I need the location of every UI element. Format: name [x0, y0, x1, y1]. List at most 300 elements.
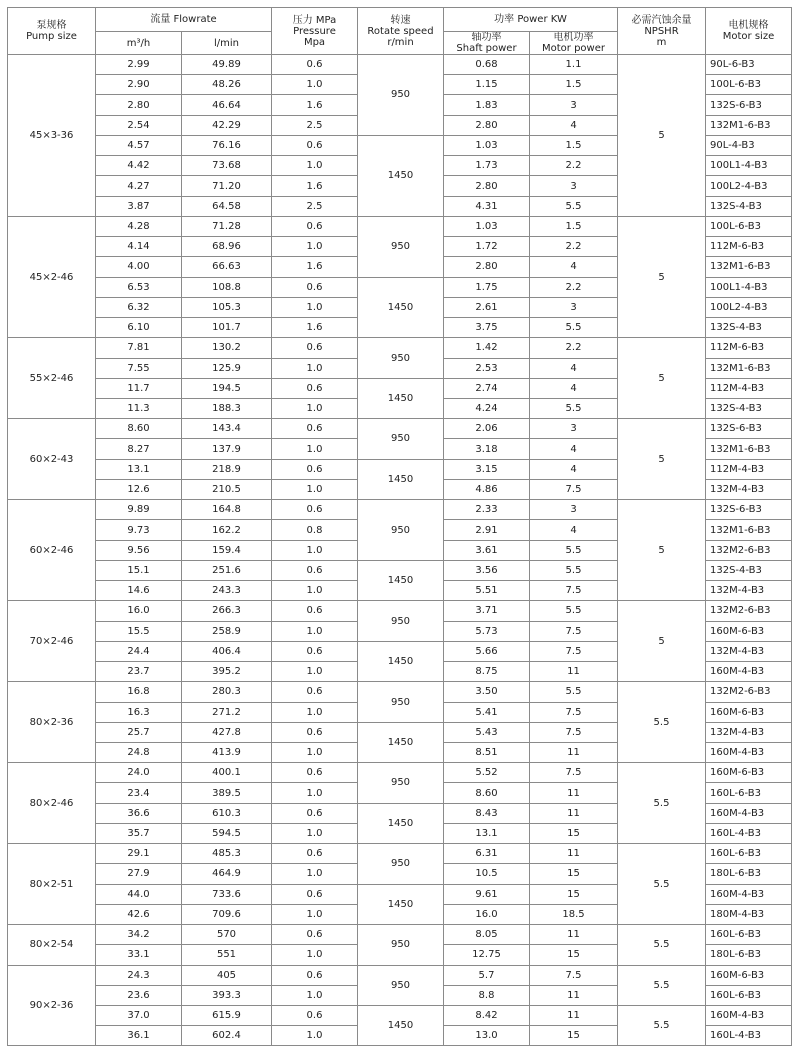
motor-power-cell: 11 — [530, 1006, 618, 1026]
motor-size-cell: 132M-4-B3 — [706, 722, 792, 742]
header-pressure: 压力 MPa Pressure Mpa — [272, 8, 358, 55]
flow-m3h-cell: 2.80 — [96, 95, 182, 115]
shaft-power-cell: 2.74 — [444, 378, 530, 398]
flow-lmin-cell: 610.3 — [182, 803, 272, 823]
flow-m3h-cell: 15.1 — [96, 560, 182, 580]
pump-size-cell: 80×2-51 — [8, 844, 96, 925]
flow-lmin-cell: 108.8 — [182, 277, 272, 297]
pressure-cell: 0.6 — [272, 135, 358, 155]
pressure-cell: 0.6 — [272, 763, 358, 783]
shaft-power-cell: 2.80 — [444, 257, 530, 277]
motor-size-cell: 160M-4-B3 — [706, 1006, 792, 1026]
motor-power-cell: 7.5 — [530, 641, 618, 661]
shaft-power-cell: 4.24 — [444, 398, 530, 418]
motor-size-cell: 132M2-6-B3 — [706, 682, 792, 702]
shaft-power-cell: 1.72 — [444, 237, 530, 257]
npshr-cell: 5 — [618, 55, 706, 217]
pump-size-cell: 55×2-46 — [8, 338, 96, 419]
motor-power-cell: 1.5 — [530, 75, 618, 95]
shaft-power-cell: 3.18 — [444, 439, 530, 459]
motor-power-cell: 5.5 — [530, 318, 618, 338]
shaft-power-cell: 2.91 — [444, 520, 530, 540]
flow-lmin-cell: 42.29 — [182, 115, 272, 135]
motor-power-cell: 3 — [530, 500, 618, 520]
table-row — [8, 965, 792, 985]
flow-m3h-cell: 4.42 — [96, 156, 182, 176]
flow-lmin-cell: 427.8 — [182, 722, 272, 742]
shaft-power-cell: 8.43 — [444, 803, 530, 823]
motor-size-cell: 160M-4-B3 — [706, 884, 792, 904]
motor-size-cell: 132M2-6-B3 — [706, 601, 792, 621]
flow-m3h-cell: 6.32 — [96, 297, 182, 317]
flow-m3h-cell: 16.0 — [96, 601, 182, 621]
flow-lmin-cell: 709.6 — [182, 904, 272, 924]
pressure-cell: 1.0 — [272, 945, 358, 965]
flow-m3h-cell: 8.60 — [96, 419, 182, 439]
flow-lmin-cell: 405 — [182, 965, 272, 985]
shaft-power-cell: 2.06 — [444, 419, 530, 439]
shaft-power-cell: 5.51 — [444, 581, 530, 601]
table-row — [8, 419, 792, 439]
motor-power-cell: 11 — [530, 803, 618, 823]
pump-size-cell: 60×2-43 — [8, 419, 96, 500]
rotate-speed-cell: 950 — [358, 601, 444, 641]
flow-lmin-cell: 594.5 — [182, 823, 272, 843]
flow-m3h-cell: 13.1 — [96, 459, 182, 479]
motor-power-cell: 3 — [530, 95, 618, 115]
pressure-cell: 2.5 — [272, 196, 358, 216]
table-row — [8, 216, 792, 236]
motor-size-cell: 132M1-6-B3 — [706, 358, 792, 378]
rotate-speed-cell: 950 — [358, 763, 444, 803]
flow-lmin-cell: 66.63 — [182, 257, 272, 277]
header-flowrate: 流量 Flowrate — [96, 8, 272, 32]
pressure-cell: 0.6 — [272, 965, 358, 985]
flow-m3h-cell: 42.6 — [96, 904, 182, 924]
pressure-cell: 1.0 — [272, 985, 358, 1005]
pressure-cell: 1.0 — [272, 783, 358, 803]
table-row — [8, 338, 792, 358]
flow-m3h-cell: 4.27 — [96, 176, 182, 196]
pressure-cell: 1.0 — [272, 297, 358, 317]
flow-lmin-cell: 137.9 — [182, 439, 272, 459]
flow-lmin-cell: 162.2 — [182, 520, 272, 540]
shaft-power-cell: 3.50 — [444, 682, 530, 702]
motor-power-cell: 15 — [530, 1026, 618, 1046]
npshr-cell: 5 — [618, 601, 706, 682]
pump-spec-sheet — [7, 7, 792, 1046]
motor-power-cell: 7.5 — [530, 722, 618, 742]
flow-m3h-cell: 2.99 — [96, 55, 182, 75]
flow-lmin-cell: 551 — [182, 945, 272, 965]
motor-size-cell: 160L-4-B3 — [706, 823, 792, 843]
flow-lmin-cell: 258.9 — [182, 621, 272, 641]
flow-lmin-cell: 400.1 — [182, 763, 272, 783]
shaft-power-cell: 12.75 — [444, 945, 530, 965]
motor-power-cell: 4 — [530, 378, 618, 398]
motor-size-cell: 100L1-4-B3 — [706, 277, 792, 297]
pressure-cell: 1.6 — [272, 257, 358, 277]
shaft-power-cell: 5.66 — [444, 641, 530, 661]
flow-m3h-cell: 23.4 — [96, 783, 182, 803]
motor-size-cell: 160M-4-B3 — [706, 662, 792, 682]
pressure-cell: 0.6 — [272, 459, 358, 479]
flow-m3h-cell: 14.6 — [96, 581, 182, 601]
motor-power-cell: 7.5 — [530, 702, 618, 722]
flow-m3h-cell: 2.54 — [96, 115, 182, 135]
shaft-power-cell: 2.61 — [444, 297, 530, 317]
motor-size-cell: 112M-6-B3 — [706, 237, 792, 257]
pressure-cell: 1.0 — [272, 156, 358, 176]
pump-size-cell: 80×2-46 — [8, 763, 96, 844]
flow-m3h-cell: 4.14 — [96, 237, 182, 257]
motor-power-cell: 4 — [530, 115, 618, 135]
flow-m3h-cell: 36.1 — [96, 1026, 182, 1046]
flow-lmin-cell: 101.7 — [182, 318, 272, 338]
header-shaft-power: 轴功率 Shaft power — [444, 32, 530, 55]
shaft-power-cell: 1.83 — [444, 95, 530, 115]
pump-spec-table — [7, 7, 792, 1046]
table-row — [8, 682, 792, 702]
flow-lmin-cell: 125.9 — [182, 358, 272, 378]
flow-lmin-cell: 159.4 — [182, 540, 272, 560]
shaft-power-cell: 4.31 — [444, 196, 530, 216]
flow-lmin-cell: 143.4 — [182, 419, 272, 439]
pressure-cell: 1.0 — [272, 540, 358, 560]
motor-size-cell: 132S-4-B3 — [706, 318, 792, 338]
motor-power-cell: 11 — [530, 742, 618, 762]
shaft-power-cell: 0.68 — [444, 55, 530, 75]
motor-power-cell: 4 — [530, 358, 618, 378]
motor-power-cell: 5.5 — [530, 196, 618, 216]
pressure-cell: 1.0 — [272, 479, 358, 499]
flow-m3h-cell: 23.6 — [96, 985, 182, 1005]
motor-size-cell: 160L-6-B3 — [706, 844, 792, 864]
flow-m3h-cell: 9.89 — [96, 500, 182, 520]
shaft-power-cell: 5.43 — [444, 722, 530, 742]
flow-lmin-cell: 73.68 — [182, 156, 272, 176]
shaft-power-cell: 2.80 — [444, 115, 530, 135]
motor-power-cell: 15 — [530, 864, 618, 884]
flow-lmin-cell: 485.3 — [182, 844, 272, 864]
flow-lmin-cell: 266.3 — [182, 601, 272, 621]
motor-size-cell: 112M-6-B3 — [706, 338, 792, 358]
motor-size-cell: 132M1-6-B3 — [706, 115, 792, 135]
shaft-power-cell: 3.15 — [444, 459, 530, 479]
pressure-cell: 0.6 — [272, 844, 358, 864]
rotate-speed-cell: 950 — [358, 55, 444, 136]
motor-power-cell: 3 — [530, 176, 618, 196]
rotate-speed-cell: 1450 — [358, 135, 444, 216]
rotate-speed-cell: 950 — [358, 338, 444, 378]
shaft-power-cell: 8.51 — [444, 742, 530, 762]
pressure-cell: 0.6 — [272, 277, 358, 297]
pressure-cell: 1.0 — [272, 904, 358, 924]
motor-power-cell: 15 — [530, 884, 618, 904]
rotate-speed-cell: 1450 — [358, 722, 444, 762]
shaft-power-cell: 8.60 — [444, 783, 530, 803]
pump-size-cell: 80×2-36 — [8, 682, 96, 763]
rotate-speed-cell: 1450 — [358, 560, 444, 600]
shaft-power-cell: 2.80 — [444, 176, 530, 196]
table-row — [8, 763, 792, 783]
motor-power-cell: 3 — [530, 297, 618, 317]
table-row — [8, 601, 792, 621]
header-rotate-speed: 转速 Rotate speed r/min — [358, 8, 444, 55]
flow-lmin-cell: 389.5 — [182, 783, 272, 803]
npshr-cell: 5 — [618, 500, 706, 601]
flow-m3h-cell: 24.4 — [96, 641, 182, 661]
motor-power-cell: 7.5 — [530, 621, 618, 641]
motor-power-cell: 7.5 — [530, 581, 618, 601]
pressure-cell: 0.8 — [272, 520, 358, 540]
shaft-power-cell: 5.73 — [444, 621, 530, 641]
flow-lmin-cell: 464.9 — [182, 864, 272, 884]
shaft-power-cell: 16.0 — [444, 904, 530, 924]
motor-size-cell: 180L-6-B3 — [706, 864, 792, 884]
pump-size-cell: 45×3-36 — [8, 55, 96, 217]
rotate-speed-cell: 1450 — [358, 378, 444, 418]
flow-lmin-cell: 194.5 — [182, 378, 272, 398]
flow-m3h-cell: 24.8 — [96, 742, 182, 762]
rotate-speed-cell: 1450 — [358, 277, 444, 338]
motor-power-cell: 2.2 — [530, 277, 618, 297]
motor-size-cell: 160M-4-B3 — [706, 803, 792, 823]
motor-power-cell: 15 — [530, 823, 618, 843]
shaft-power-cell: 1.15 — [444, 75, 530, 95]
motor-size-cell: 132S-4-B3 — [706, 560, 792, 580]
flow-lmin-cell: 105.3 — [182, 297, 272, 317]
motor-power-cell: 5.5 — [530, 560, 618, 580]
shaft-power-cell: 5.52 — [444, 763, 530, 783]
flow-lmin-cell: 413.9 — [182, 742, 272, 762]
flow-m3h-cell: 3.87 — [96, 196, 182, 216]
motor-power-cell: 7.5 — [530, 965, 618, 985]
rotate-speed-cell: 1450 — [358, 641, 444, 681]
pressure-cell: 0.6 — [272, 1006, 358, 1026]
flow-m3h-cell: 15.5 — [96, 621, 182, 641]
rotate-speed-cell: 950 — [358, 500, 444, 561]
rotate-speed-cell: 950 — [358, 844, 444, 884]
flow-lmin-cell: 280.3 — [182, 682, 272, 702]
pressure-cell: 1.0 — [272, 742, 358, 762]
pump-size-cell: 45×2-46 — [8, 216, 96, 337]
flow-m3h-cell: 16.3 — [96, 702, 182, 722]
header-npshr: 必需汽蚀余量 NPSHR m — [618, 8, 706, 55]
flow-lmin-cell: 76.16 — [182, 135, 272, 155]
motor-size-cell: 160M-6-B3 — [706, 621, 792, 641]
flow-m3h-cell: 23.7 — [96, 662, 182, 682]
pump-size-cell: 70×2-46 — [8, 601, 96, 682]
rotate-speed-cell: 1450 — [358, 459, 444, 499]
flow-m3h-cell: 4.57 — [96, 135, 182, 155]
motor-size-cell: 160L-6-B3 — [706, 985, 792, 1005]
flow-m3h-cell: 7.81 — [96, 338, 182, 358]
header-flow-lmin: l/min — [182, 32, 272, 55]
pump-size-cell: 90×2-36 — [8, 965, 96, 1046]
flow-lmin-cell: 68.96 — [182, 237, 272, 257]
spec-table-body — [8, 55, 792, 1046]
npshr-cell: 5 — [618, 338, 706, 419]
table-row — [8, 925, 792, 945]
motor-power-cell: 4 — [530, 439, 618, 459]
motor-size-cell: 160L-6-B3 — [706, 783, 792, 803]
motor-power-cell: 4 — [530, 520, 618, 540]
shaft-power-cell: 4.86 — [444, 479, 530, 499]
motor-power-cell: 5.5 — [530, 601, 618, 621]
motor-size-cell: 160M-6-B3 — [706, 702, 792, 722]
flow-lmin-cell: 46.64 — [182, 95, 272, 115]
pressure-cell: 1.6 — [272, 176, 358, 196]
motor-size-cell: 160L-6-B3 — [706, 925, 792, 945]
rotate-speed-cell: 950 — [358, 216, 444, 277]
flow-m3h-cell: 25.7 — [96, 722, 182, 742]
pressure-cell: 1.6 — [272, 95, 358, 115]
flow-m3h-cell: 6.10 — [96, 318, 182, 338]
pressure-cell: 1.0 — [272, 864, 358, 884]
shaft-power-cell: 8.42 — [444, 1006, 530, 1026]
rotate-speed-cell: 950 — [358, 419, 444, 459]
table-row — [8, 844, 792, 864]
rotate-speed-cell: 1450 — [358, 803, 444, 843]
flow-m3h-cell: 35.7 — [96, 823, 182, 843]
rotate-speed-cell: 1450 — [358, 1006, 444, 1046]
motor-power-cell: 3 — [530, 419, 618, 439]
shaft-power-cell: 5.7 — [444, 965, 530, 985]
shaft-power-cell: 3.56 — [444, 560, 530, 580]
shaft-power-cell: 8.8 — [444, 985, 530, 1005]
flow-lmin-cell: 164.8 — [182, 500, 272, 520]
motor-size-cell: 100L-6-B3 — [706, 216, 792, 236]
flow-m3h-cell: 37.0 — [96, 1006, 182, 1026]
pressure-cell: 0.6 — [272, 560, 358, 580]
motor-size-cell: 132M1-6-B3 — [706, 439, 792, 459]
motor-size-cell: 100L2-4-B3 — [706, 176, 792, 196]
pressure-cell: 0.6 — [272, 378, 358, 398]
flow-m3h-cell: 27.9 — [96, 864, 182, 884]
flow-m3h-cell: 29.1 — [96, 844, 182, 864]
motor-power-cell: 7.5 — [530, 763, 618, 783]
flow-m3h-cell: 24.0 — [96, 763, 182, 783]
table-row — [8, 500, 792, 520]
shaft-power-cell: 13.0 — [444, 1026, 530, 1046]
motor-power-cell: 4 — [530, 459, 618, 479]
flow-lmin-cell: 49.89 — [182, 55, 272, 75]
motor-power-cell: 2.2 — [530, 338, 618, 358]
flow-lmin-cell: 395.2 — [182, 662, 272, 682]
motor-power-cell: 11 — [530, 662, 618, 682]
motor-power-cell: 1.1 — [530, 55, 618, 75]
motor-size-cell: 132M-4-B3 — [706, 641, 792, 661]
flow-m3h-cell: 11.3 — [96, 398, 182, 418]
shaft-power-cell: 8.75 — [444, 662, 530, 682]
motor-size-cell: 132S-6-B3 — [706, 95, 792, 115]
flow-lmin-cell: 64.58 — [182, 196, 272, 216]
flow-m3h-cell: 33.1 — [96, 945, 182, 965]
motor-size-cell: 90L-6-B3 — [706, 55, 792, 75]
pressure-cell: 2.5 — [272, 115, 358, 135]
header-flow-m3h: m³/h — [96, 32, 182, 55]
flow-m3h-cell: 12.6 — [96, 479, 182, 499]
pump-size-cell: 80×2-54 — [8, 925, 96, 965]
motor-size-cell: 180L-6-B3 — [706, 945, 792, 965]
motor-power-cell: 18.5 — [530, 904, 618, 924]
flow-m3h-cell: 4.28 — [96, 216, 182, 236]
shaft-power-cell: 3.61 — [444, 540, 530, 560]
flow-m3h-cell: 4.00 — [96, 257, 182, 277]
motor-power-cell: 11 — [530, 844, 618, 864]
npshr-cell: 5 — [618, 216, 706, 337]
pressure-cell: 0.6 — [272, 55, 358, 75]
pressure-cell: 1.0 — [272, 398, 358, 418]
flow-m3h-cell: 11.7 — [96, 378, 182, 398]
flow-m3h-cell: 8.27 — [96, 439, 182, 459]
flow-lmin-cell: 71.20 — [182, 176, 272, 196]
flow-lmin-cell: 188.3 — [182, 398, 272, 418]
pressure-cell: 0.6 — [272, 722, 358, 742]
flow-lmin-cell: 130.2 — [182, 338, 272, 358]
pump-size-cell: 60×2-46 — [8, 500, 96, 601]
flow-m3h-cell: 9.73 — [96, 520, 182, 540]
motor-size-cell: 132S-6-B3 — [706, 419, 792, 439]
flow-m3h-cell: 24.3 — [96, 965, 182, 985]
pressure-cell: 1.0 — [272, 358, 358, 378]
pressure-cell: 1.0 — [272, 581, 358, 601]
flow-lmin-cell: 406.4 — [182, 641, 272, 661]
shaft-power-cell: 1.03 — [444, 135, 530, 155]
motor-size-cell: 132M1-6-B3 — [706, 257, 792, 277]
flow-lmin-cell: 570 — [182, 925, 272, 945]
pressure-cell: 0.6 — [272, 338, 358, 358]
pressure-cell: 0.6 — [272, 925, 358, 945]
npshr-cell: 5 — [618, 419, 706, 500]
shaft-power-cell: 10.5 — [444, 864, 530, 884]
motor-size-cell: 132S-4-B3 — [706, 398, 792, 418]
pressure-cell: 0.6 — [272, 601, 358, 621]
shaft-power-cell: 3.71 — [444, 601, 530, 621]
rotate-speed-cell: 950 — [358, 682, 444, 722]
pressure-cell: 1.0 — [272, 662, 358, 682]
flow-lmin-cell: 615.9 — [182, 1006, 272, 1026]
flow-lmin-cell: 243.3 — [182, 581, 272, 601]
flow-m3h-cell: 2.90 — [96, 75, 182, 95]
motor-size-cell: 160M-6-B3 — [706, 965, 792, 985]
motor-size-cell: 132M-4-B3 — [706, 581, 792, 601]
shaft-power-cell: 13.1 — [444, 823, 530, 843]
motor-size-cell: 100L1-4-B3 — [706, 156, 792, 176]
pressure-cell: 1.0 — [272, 237, 358, 257]
pressure-cell: 0.6 — [272, 803, 358, 823]
motor-power-cell: 1.5 — [530, 135, 618, 155]
shaft-power-cell: 9.61 — [444, 884, 530, 904]
pressure-cell: 1.6 — [272, 318, 358, 338]
flow-m3h-cell: 34.2 — [96, 925, 182, 945]
motor-size-cell: 90L-4-B3 — [706, 135, 792, 155]
flow-lmin-cell: 602.4 — [182, 1026, 272, 1046]
npshr-cell: 5.5 — [618, 1006, 706, 1046]
flow-m3h-cell: 44.0 — [96, 884, 182, 904]
shaft-power-cell: 3.75 — [444, 318, 530, 338]
motor-size-cell: 180M-4-B3 — [706, 904, 792, 924]
shaft-power-cell: 8.05 — [444, 925, 530, 945]
flow-m3h-cell: 36.6 — [96, 803, 182, 823]
motor-power-cell: 7.5 — [530, 479, 618, 499]
pressure-cell: 0.6 — [272, 419, 358, 439]
flow-lmin-cell: 71.28 — [182, 216, 272, 236]
motor-size-cell: 132S-4-B3 — [706, 196, 792, 216]
rotate-speed-cell: 1450 — [358, 884, 444, 924]
motor-power-cell: 11 — [530, 783, 618, 803]
